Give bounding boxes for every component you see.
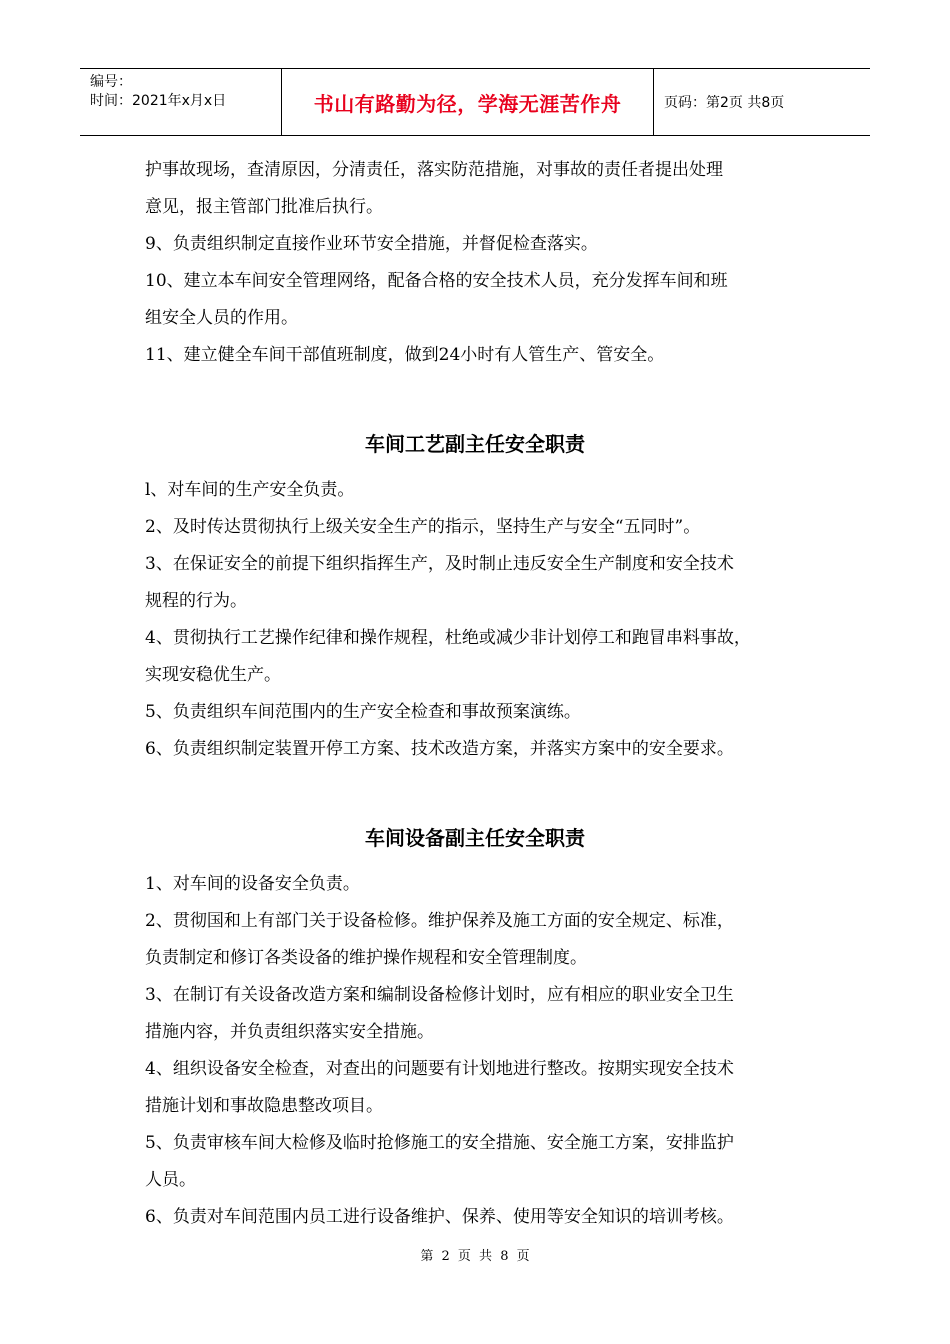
text-line: 1、对车间的设备安全负责。 bbox=[145, 874, 360, 894]
text-line: 组安全人员的作用。 bbox=[145, 308, 298, 328]
text-line: 9、负责组织制定直接作业环节安全措施，并督促检查落实。 bbox=[145, 234, 598, 254]
section-title: 车间工艺副主任安全职责 bbox=[365, 432, 585, 456]
text-line: 人员。 bbox=[145, 1170, 196, 1190]
section-process-deputy bbox=[145, 424, 825, 768]
text-line: 措施计划和事故隐患整改项目。 bbox=[145, 1096, 383, 1116]
document-number-label: 编号： bbox=[90, 74, 132, 90]
text-line: 2、及时传达贯彻执行上级关安全生产的指示，坚持生产与安全“五同时”。 bbox=[145, 517, 701, 537]
text-line: 意见，报主管部门批准后执行。 bbox=[145, 197, 383, 217]
text-line: 5、负责组织车间范围内的生产安全检查和事故预案演练。 bbox=[145, 702, 581, 722]
document-body bbox=[145, 152, 825, 1236]
section-equipment-deputy bbox=[145, 818, 825, 1236]
text-line: 负责制定和修订各类设备的维护操作规程和安全管理制度。 bbox=[145, 948, 587, 968]
header-motto: 书山有路勤为径，学海无涯苦作舟 bbox=[282, 69, 654, 135]
text-line: 4、贯彻执行工艺操作纪律和操作规程，杜绝或减少非计划停工和跑冒串料事故， bbox=[145, 628, 751, 648]
text-line: l、对车间的生产安全负责。 bbox=[145, 480, 355, 500]
page-footer: 第 2 页 共 8 页 bbox=[420, 1249, 530, 1264]
text-line: 6、负责对车间范围内员工进行设备维护、保养、使用等安全知识的培训考核。 bbox=[145, 1207, 734, 1227]
text-line: 实现安稳优生产。 bbox=[145, 665, 281, 685]
section-title: 车间设备副主任安全职责 bbox=[365, 826, 585, 850]
text-line: 措施内容，并负责组织落实安全措施。 bbox=[145, 1022, 434, 1042]
text-line: 规程的行为。 bbox=[145, 591, 247, 611]
text-line: 3、在保证安全的前提下组织指挥生产，及时制止违反安全生产制度和安全技术 bbox=[145, 554, 734, 574]
intro-paragraphs bbox=[145, 152, 825, 374]
text-line: 11、建立健全车间干部值班制度，做到24小时有人管生产、管安全。 bbox=[145, 345, 665, 365]
text-line: 护事故现场，查清原因，分清责任，落实防范措施，对事故的责任者提出处理 bbox=[145, 160, 723, 180]
text-line: 4、组织设备安全检查，对查出的问题要有计划地进行整改。按期实现安全技术 bbox=[145, 1059, 734, 1079]
text-line: 2、贯彻国和上有部门关于设备检修。维护保养及施工方面的安全规定、标准， bbox=[145, 911, 734, 931]
header-page-info: 页码：第2页 共8页 bbox=[664, 95, 785, 111]
text-line: 5、负责审核车间大检修及临时抢修施工的安全措施、安全施工方案，安排监护 bbox=[145, 1133, 734, 1153]
document-date: 时间：2021年x月x日 bbox=[90, 93, 227, 109]
text-line: 6、负责组织制定装置开停工方案、技术改造方案，并落实方案中的安全要求。 bbox=[145, 739, 734, 759]
text-line: 3、在制订有关设备改造方案和编制设备检修计划时，应有相应的职业安全卫生 bbox=[145, 985, 734, 1005]
text-line: 10、建立本车间安全管理网络，配备合格的安全技术人员，充分发挥车间和班 bbox=[145, 271, 728, 291]
header-meta bbox=[80, 69, 282, 135]
document-header bbox=[80, 68, 870, 136]
